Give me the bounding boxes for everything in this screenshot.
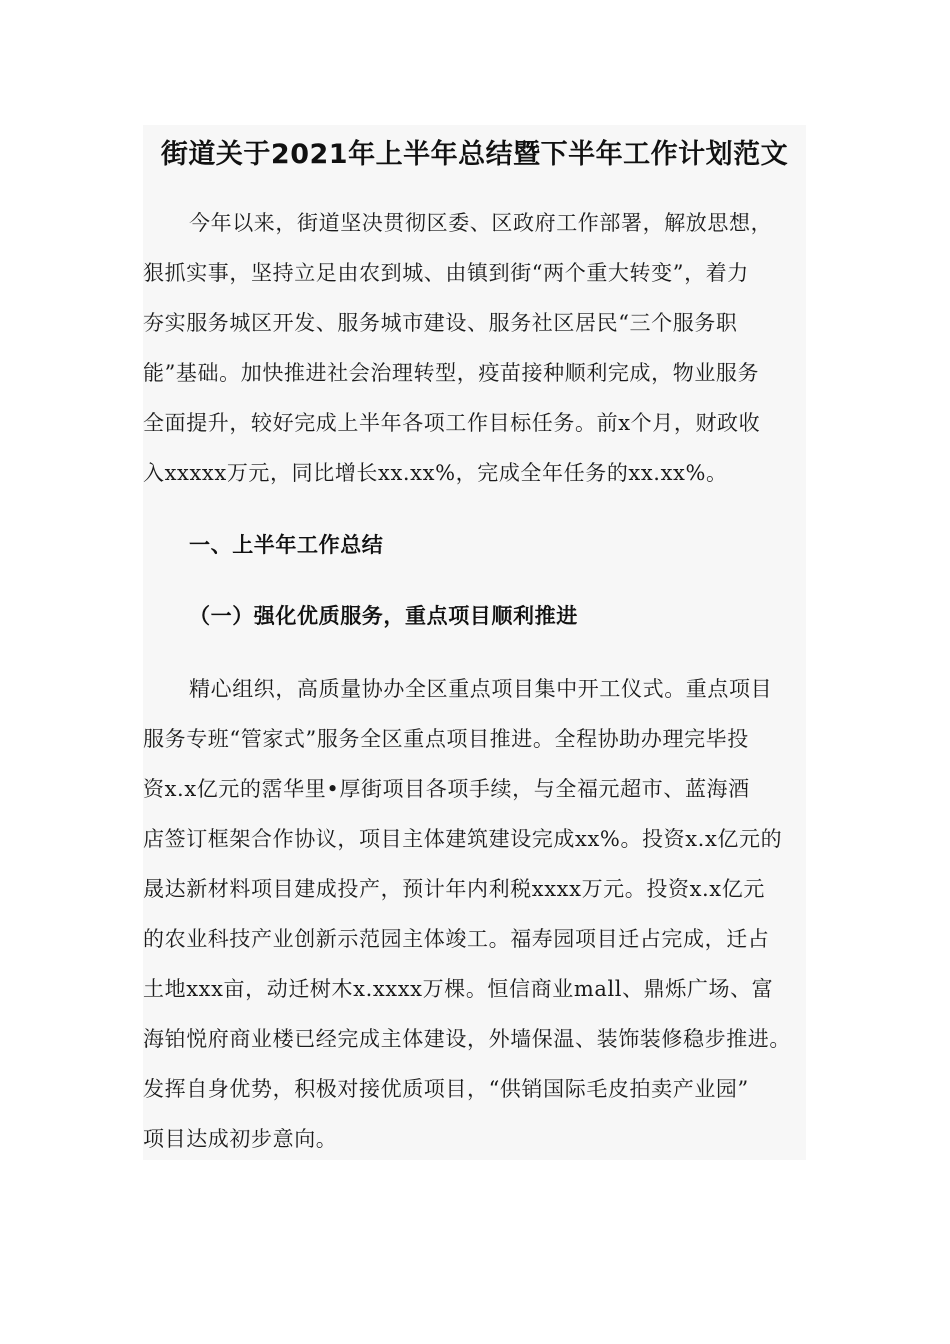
intro-line: 入xxxxx万元，同比增长xx.xx%，完成全年任务的xx.xx%。	[143, 461, 728, 485]
body-line: 项目达成初步意向。	[143, 1127, 338, 1151]
body-line: 的农业科技产业创新示范园主体竣工。福寿园项目迁占完成，迁占	[143, 927, 770, 951]
body-line: 精心组织，高质量协办全区重点项目集中开工仪式。重点项目	[189, 677, 773, 701]
intro-line: 全面提升，较好完成上半年各项工作目标任务。前x个月，财政收	[143, 411, 761, 435]
body-line: 服务专班“管家式”服务全区重点项目推进。全程协助办理完毕投	[143, 727, 749, 751]
body-line: 发挥自身优势，积极对接优质项目，“供销国际毛皮拍卖产业园”	[143, 1077, 749, 1101]
section-heading: 一、上半年工作总结	[189, 533, 384, 557]
body-line: 晟达新材料项目建成投产，预计年内利税xxxx万元。投资x.x亿元	[143, 877, 765, 901]
intro-line: 今年以来，街道坚决贯彻区委、区政府工作部署，解放思想，	[189, 211, 773, 235]
body-line: 海铂悦府商业楼已经完成主体建设，外墙保温、装饰装修稳步推进。	[143, 1027, 791, 1051]
intro-line: 狠抓实事，坚持立足由农到城、由镇到街“两个重大转变”，着力	[143, 261, 749, 285]
body-line: 土地xxx亩，动迁树木x.xxxx万棵。恒信商业mall、鼎烁广场、富	[143, 977, 774, 1001]
document-content-area	[143, 125, 806, 1160]
document-title: 街道关于2021年上半年总结暨下半年工作计划范文	[160, 139, 789, 170]
body-line: 店签订框架合作协议，项目主体建筑建设完成xx%。投资x.x亿元的	[143, 827, 783, 851]
intro-line: 夯实服务城区开发、服务城市建设、服务社区居民“三个服务职	[143, 311, 738, 335]
intro-paragraph	[143, 198, 806, 498]
body-line: 资x.x亿元的霑华里•厚街项目各项手续，与全福元超市、蓝海酒	[143, 777, 750, 801]
subsection-heading: （一）强化优质服务，重点项目顺利推进	[189, 604, 578, 628]
intro-line: 能”基础。加快推进社会治理转型，疫苗接种顺利完成，物业服务	[143, 361, 760, 385]
body-paragraph	[143, 664, 806, 1164]
